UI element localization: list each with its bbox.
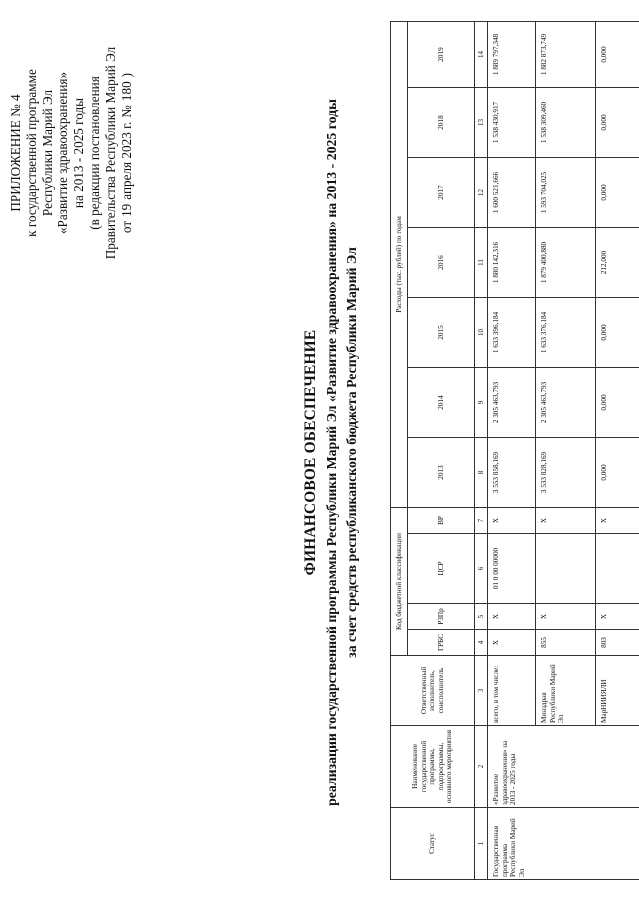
cell-value: 212,000: [596, 228, 639, 298]
column-number: 8: [475, 438, 488, 508]
sign-no: №: [118, 105, 134, 118]
cell-value: 1 880 142,316: [488, 228, 536, 298]
cell-grbs: 803: [596, 630, 639, 656]
column-number: 14: [475, 22, 488, 88]
column-number: 3: [475, 656, 488, 726]
appendix-line: ПРИЛОЖЕНИЕ № 4: [8, 94, 23, 212]
cell-name: «Развитие здравоохранения» на 2013 - 2025 годы: [488, 726, 639, 808]
document-subtitle-2: за счет средств республиканского бюджета Республики Марий Эл: [344, 247, 359, 658]
header-name: Наименование государственной программы, подпрограммы, основного мероприятия: [391, 726, 475, 808]
header-expenses: Расходы (тыс. рублей) по годам: [391, 22, 408, 508]
cell-value: 0,000: [596, 88, 639, 158]
sign-from: от: [118, 220, 134, 234]
header-rzpr: РЗПр: [408, 604, 475, 630]
appendix-line: к государственной программе: [23, 69, 39, 237]
header-status: Статус: [391, 808, 475, 880]
cell-rzpr: Х: [488, 604, 536, 630]
cell-value: 2 305 463,793: [536, 368, 596, 438]
column-number: 6: [475, 534, 488, 604]
cell-csr: 01 0 00 00000: [488, 534, 536, 604]
header-year: 2015: [408, 298, 475, 368]
document-subtitle: реализации государственной программы Республики Марий Эл «Развитие здравоохранения» на 2013 - 2025 годы: [324, 99, 339, 806]
column-number: 11: [475, 228, 488, 298]
appendix-line: «Развитие здравоохранения»: [55, 71, 71, 235]
cell-executor: МарНИИЯЛИ: [596, 656, 639, 726]
cell-value: 0,000: [596, 158, 639, 228]
sign-day: 19: [118, 203, 134, 217]
cell-value: 0,000: [596, 368, 639, 438]
cell-rzpr: Х: [536, 604, 596, 630]
column-number: 1: [475, 808, 488, 880]
header-year: 2018: [408, 88, 475, 158]
cell-value: 1 879 400,880: [536, 228, 596, 298]
cell-value: 1 538 309,460: [536, 88, 596, 158]
cell-value: 3 533 828,169: [536, 438, 596, 508]
header-grbs: ГРБС: [408, 630, 475, 656]
column-number: 10: [475, 298, 488, 368]
cell-vr: Х: [536, 508, 596, 534]
header-vr: ВР: [408, 508, 475, 534]
cell-value: 1 882 873,749: [536, 22, 596, 88]
header-year: 2016: [408, 228, 475, 298]
cell-executor: всего, в том числе:: [488, 656, 536, 726]
header-year: 2013: [408, 438, 475, 508]
cell-value: 0,000: [596, 22, 639, 88]
header-year: 2019: [408, 22, 475, 88]
cell-executor: Минздрав Республики Марий Эл: [536, 656, 596, 726]
cell-grbs: 855: [536, 630, 596, 656]
cell-vr: Х: [488, 508, 536, 534]
cell-value: 1 538 430,917: [488, 88, 536, 158]
appendix-line: на 2013 - 2025 годы: [71, 97, 87, 209]
cell-value: 2 305 463,793: [488, 368, 536, 438]
column-number-row: [475, 22, 488, 880]
cell-value: 1 600 521,666: [488, 158, 536, 228]
header-executor: Ответственный исполнитель, соисполнитель: [391, 656, 475, 726]
cell-value: 1 889 797,348: [488, 22, 536, 88]
sign-number: 180: [118, 81, 134, 102]
table-row: [488, 22, 536, 880]
cell-grbs: Х: [488, 630, 536, 656]
sign-month-year: апреля 2023 г.: [118, 121, 134, 200]
column-number: 2: [475, 726, 488, 808]
header-year: 2014: [408, 368, 475, 438]
column-number: 7: [475, 508, 488, 534]
column-number: 13: [475, 88, 488, 158]
financing-table: [390, 21, 639, 880]
header-budget-code: Код бюджетной классификации: [391, 508, 408, 656]
sign-close: ): [118, 72, 134, 78]
cell-vr: Х: [596, 508, 639, 534]
cell-value: 1 593 704,025: [536, 158, 596, 228]
cell-value: 1 633 396,184: [488, 298, 536, 368]
column-number: 12: [475, 158, 488, 228]
document-title: ФИНАНСОВОЕ ОБЕСПЕЧЕНИЕ: [302, 329, 319, 576]
header-year: 2017: [408, 158, 475, 228]
cell-value: 3 553 858,169: [488, 438, 536, 508]
column-number: 9: [475, 368, 488, 438]
appendix-line: Республики Марий Эл: [39, 89, 55, 217]
column-number: 5: [475, 604, 488, 630]
appendix-block: [8, 7, 134, 299]
header-csr: ЦСР: [408, 534, 475, 604]
cell-value: 1 633 376,184: [536, 298, 596, 368]
cell-csr: [536, 534, 596, 604]
cell-value: 0,000: [596, 438, 639, 508]
appendix-signature-line: [119, 7, 135, 299]
cell-status: Государственная программа Республики Марий Эл: [488, 808, 639, 880]
column-number: 4: [475, 630, 488, 656]
cell-value: 0,000: [596, 298, 639, 368]
cell-csr: [596, 534, 639, 604]
cell-rzpr: Х: [596, 604, 639, 630]
appendix-line: (в редакции постановления: [86, 76, 102, 230]
appendix-line: Правительства Республики Марий Эл: [102, 46, 118, 260]
